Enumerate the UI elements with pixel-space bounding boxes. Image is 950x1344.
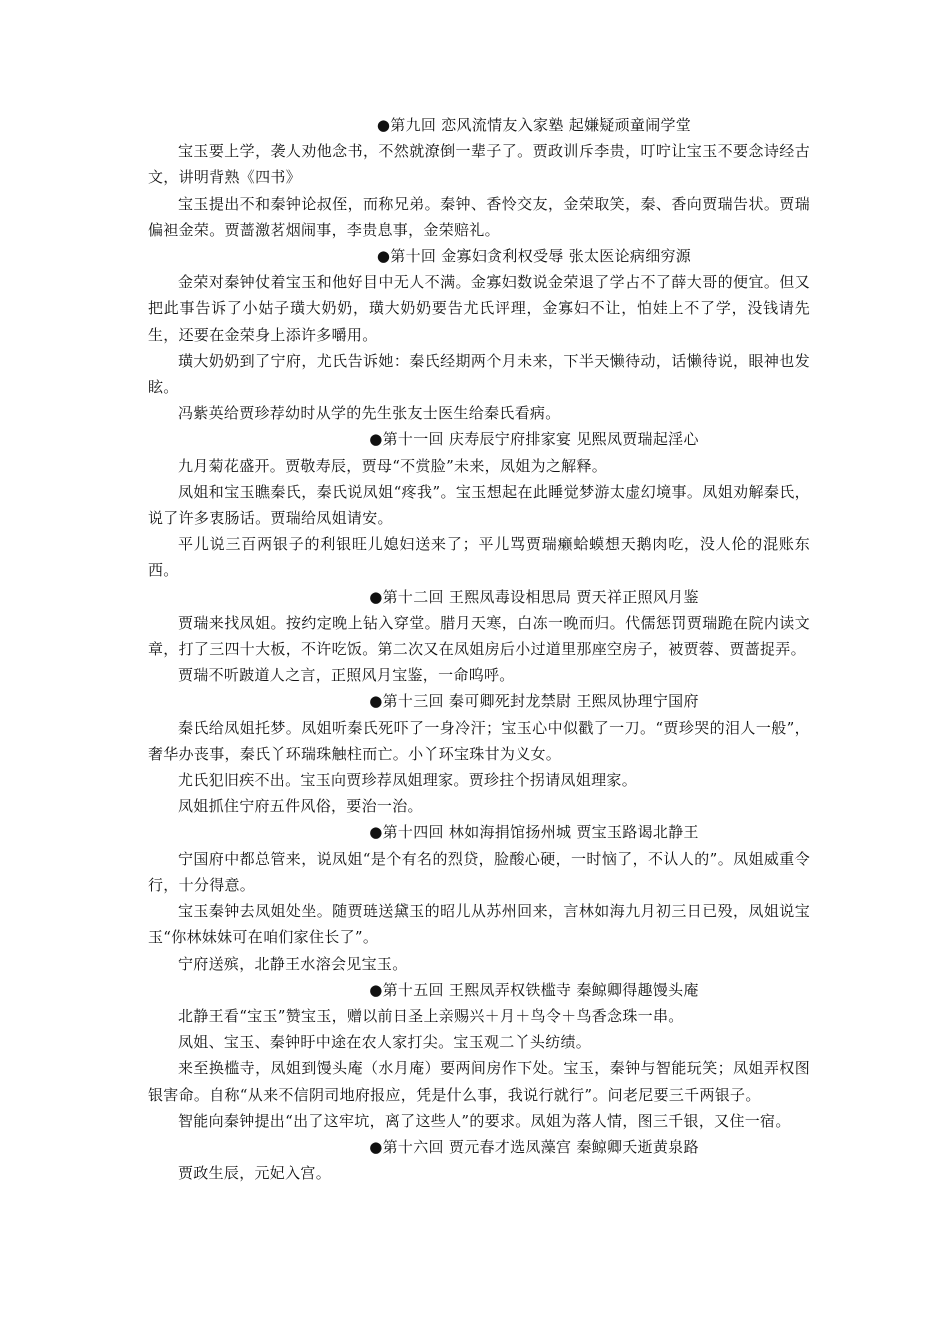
chapter-heading: ●第十六回 贾元春才选凤藻宫 秦鲸卿夭逝黄泉路	[369, 1137, 699, 1156]
paragraph: 尤氏犯旧疾不出。宝玉向贾珍荐凤姐理家。贾珍拄个拐请凤姐理家。	[178, 771, 638, 790]
paragraph: 秦氏给凤姐托梦。凤姐听秦氏死吓了一身冷汗；宝玉心中似戳了一刀。“贾珍哭的泪人一般”，奢华办丧事，秦氏丫环瑞珠触柱而亡。小丫环宝珠甘为义女。	[148, 718, 810, 763]
chapter-16-section	[148, 1134, 810, 1186]
paragraph: 宝玉要上学，袭人劝他念书，不然就潦倒一辈子了。贾政训斥李贵，叮咛让宝玉不要念诗经古文，讲明背熟《四书》	[148, 142, 810, 187]
chapter-9-section	[148, 112, 810, 243]
chapter-heading: ●第十一回 庆寿辰宁府排家宴 见熙凤贾瑞起淫心	[369, 430, 699, 449]
chapter-heading: ●第十三回 秦可卿死封龙禁尉 王熙凤协理宁国府	[369, 692, 699, 711]
paragraph: 宁府送殡，北静王水溶会见宝玉。	[178, 954, 408, 973]
paragraph: 贾瑞来找凤姐。按约定晚上钻入穿堂。腊月天寒，白冻一晚而归。代儒惩罚贾瑞跪在院内读文章，打了三四十大板，不许吃饭。第二次又在凤姐房后小过道里那座空房子，被贾蓉、贾蔷捉弄。	[148, 613, 810, 659]
chapter-10-section	[148, 243, 810, 426]
paragraph: 金荣对秦钟仗着宝玉和他好目中无人不满。金寡妇数说金荣退了学占不了薛大哥的便宜。但又把此事告诉了小姑子璜大奶奶，璜大奶奶要告尤氏评理，金寡妇不让，怕娃上不了学，没钱请先生，还要在金荣身上添许多嚼用。	[148, 273, 810, 344]
paragraph: 九月菊花盛开。贾敬寿辰，贾母“不赏脸”未来，凤姐为之解释。	[178, 456, 608, 475]
chapter-heading: ●第十回 金寡妇贪利权受辱 张太医论病细穷源	[376, 247, 692, 266]
paragraph: 宝玉提出不和秦钟论叔侄，而称兄弟。秦钟、香怜交友，金荣取笑，秦、香向贾瑞告状。贾瑞偏袒金荣。贾蔷激茗烟闹事，李贵息事，金荣赔礼。	[148, 194, 810, 239]
chapter-14-section	[148, 819, 810, 976]
paragraph: 宁国府中都总管来，说凤姐“是个有名的烈贷，脸酸心硬，一时恼了，不认人的”。凤姐威重令行，十分得意。	[148, 849, 810, 894]
chapter-11-section	[148, 426, 810, 583]
chapter-15-section	[148, 977, 810, 1134]
chapter-13-section	[148, 688, 810, 819]
paragraph: 凤姐和宝玉瞧秦氏，秦氏说凤姐“疼我”。宝玉想起在此睡觉梦游太虚幻境事。凤姐劝解秦氏，说了许多衷肠话。贾瑞给凤姐请安。	[148, 482, 810, 528]
chapter-heading: ●第十四回 林如海捐馆扬州城 贾宝玉路谒北静王	[369, 823, 699, 842]
chapter-12-section	[148, 584, 810, 689]
paragraph: 贾瑞不听跛道人之言，正照风月宝鉴，一命呜呼。	[178, 666, 515, 685]
chapter-heading: ●第九回 恋风流情友入家塾 起嫌疑顽童闹学堂	[376, 116, 692, 134]
chapter-heading: ●第十二回 王熙凤毒设相思局 贾天祥正照风月鉴	[369, 587, 699, 606]
paragraph: 来至换槛寺，凤姐到馒头庵（水月庵）要两间房作下处。宝玉，秦钟与智能玩笑；凤姐弄权图银害命。自称“从来不信阴司地府报应，凭是什么事，我说行就行”。问老尼要三千两银子。	[148, 1059, 810, 1104]
paragraph: 宝玉秦钟去凤姐处坐。随贾琏送黛玉的昭儿从苏州回来，言林如海九月初三日已殁，凤姐说宝玉“你林妹妹可在咱们家住长了”。	[148, 902, 810, 947]
paragraph: 凤姐、宝玉、秦钟盱中途在农人家打尖。宝玉观二丫头纺绩。	[178, 1033, 592, 1052]
paragraph: 凤姐抓住宁府五件风俗，要治一治。	[178, 797, 423, 816]
paragraph: 智能向秦钟提出“出了这牢坑，离了这些人”的要求。凤姐为落人情，图三千银，又住一宿。	[178, 1111, 791, 1130]
paragraph: 贾政生辰，元妃入宫。	[178, 1164, 332, 1183]
paragraph: 平儿说三百两银子的利银旺儿媳妇送来了；平儿骂贾瑞癞蛤蟆想天鹅肉吃，没人伦的混账东西。	[148, 535, 810, 580]
document-page	[148, 112, 810, 1186]
paragraph: 北静王看“宝玉”赞宝玉，赠以前日圣上亲赐兴＋月＋鸟令＋鸟香念珠一串。	[178, 1006, 684, 1025]
paragraph: 冯紫英给贾珍荐幼时从学的先生张友士医生给秦氏看病。	[178, 404, 561, 423]
chapter-heading: ●第十五回 王熙凤弄权铁槛寺 秦鲸卿得趣馒头庵	[369, 980, 699, 999]
paragraph: 璜大奶奶到了宁府，尤氏告诉她：秦氏经期两个月未来，下半天懒待动，话懒待说，眼神也发眩。	[148, 351, 810, 397]
